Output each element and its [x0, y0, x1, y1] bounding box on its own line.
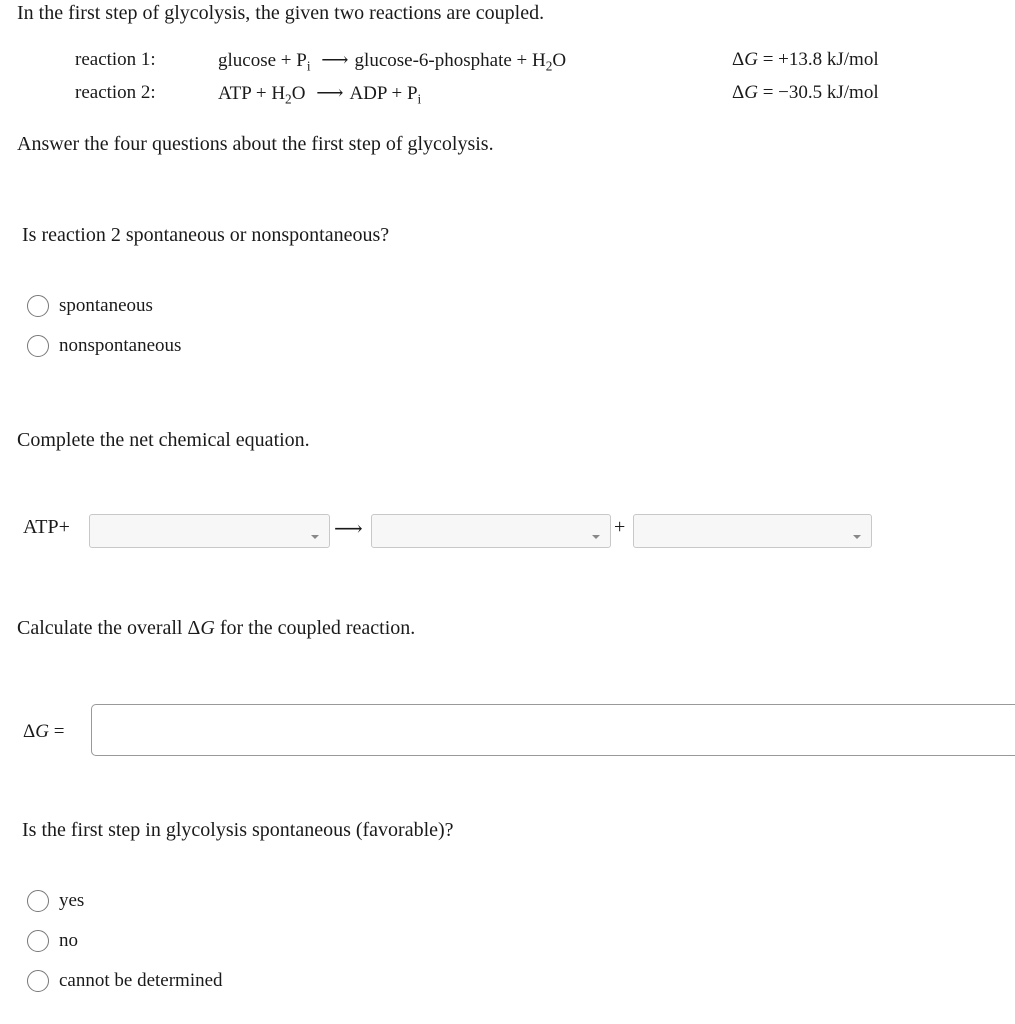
q2-arrow: ⟶ [334, 518, 363, 540]
q1-question: Is reaction 2 spontaneous or nonspontaneous? [22, 224, 390, 246]
q2-prefix: ATP+ [23, 516, 70, 538]
reaction-1-equation: $glucose + P_i$ ⟶ glucose-6-phosphate + $H_2O$ [218, 50, 567, 74]
reaction-2-delta-g: ΔG = −30.5 kJ/mol [732, 82, 879, 103]
q3-answer-label: ΔG = [23, 721, 65, 742]
q4-option-yes[interactable]: yes [59, 890, 85, 911]
q1-option-spontaneous[interactable]: spontaneous [59, 295, 153, 316]
q3-delta-g-input[interactable] [91, 704, 1015, 756]
reaction-1-delta-g: ΔG = +13.8 kJ/mol [732, 49, 879, 70]
q1-option-nonspontaneous[interactable]: nonspontaneous [59, 335, 182, 356]
reaction-2-equation: ATP + $H_2O$ ⟶ ADP + $P_i$ [218, 83, 422, 107]
q1-radio-spontaneous[interactable] [27, 295, 49, 317]
q4-radio-yes[interactable] [27, 890, 49, 912]
q2-product1-dropdown[interactable] [371, 514, 611, 548]
q4-radio-no[interactable] [27, 930, 49, 952]
q2-product2-dropdown[interactable] [633, 514, 872, 548]
reaction-2-label: reaction 2: [75, 82, 156, 103]
q1-radio-nonspontaneous[interactable] [27, 335, 49, 357]
chevron-down-icon [592, 535, 600, 539]
q2-plus: + [614, 516, 626, 538]
q2-reactant-dropdown[interactable] [89, 514, 330, 548]
q4-radio-cannot-be-determined[interactable] [27, 970, 49, 992]
intro-text: In the first step of glycolysis, the given two reactions are coupled. [17, 2, 545, 24]
chevron-down-icon [311, 535, 319, 539]
chevron-down-icon [853, 535, 861, 539]
reaction-1-label: reaction 1: [75, 49, 156, 70]
q4-option-no[interactable]: no [59, 930, 78, 951]
q4-option-cannot-be-determined[interactable]: cannot be determined [59, 970, 223, 991]
q2-question: Complete the net chemical equation. [17, 429, 310, 451]
instructions-text: Answer the four questions about the first step of glycolysis. [17, 133, 494, 155]
q4-question: Is the first step in glycolysis spontaneous (favorable)? [22, 819, 454, 841]
q3-question: Calculate the overall ΔG for the coupled reaction. [17, 617, 416, 639]
